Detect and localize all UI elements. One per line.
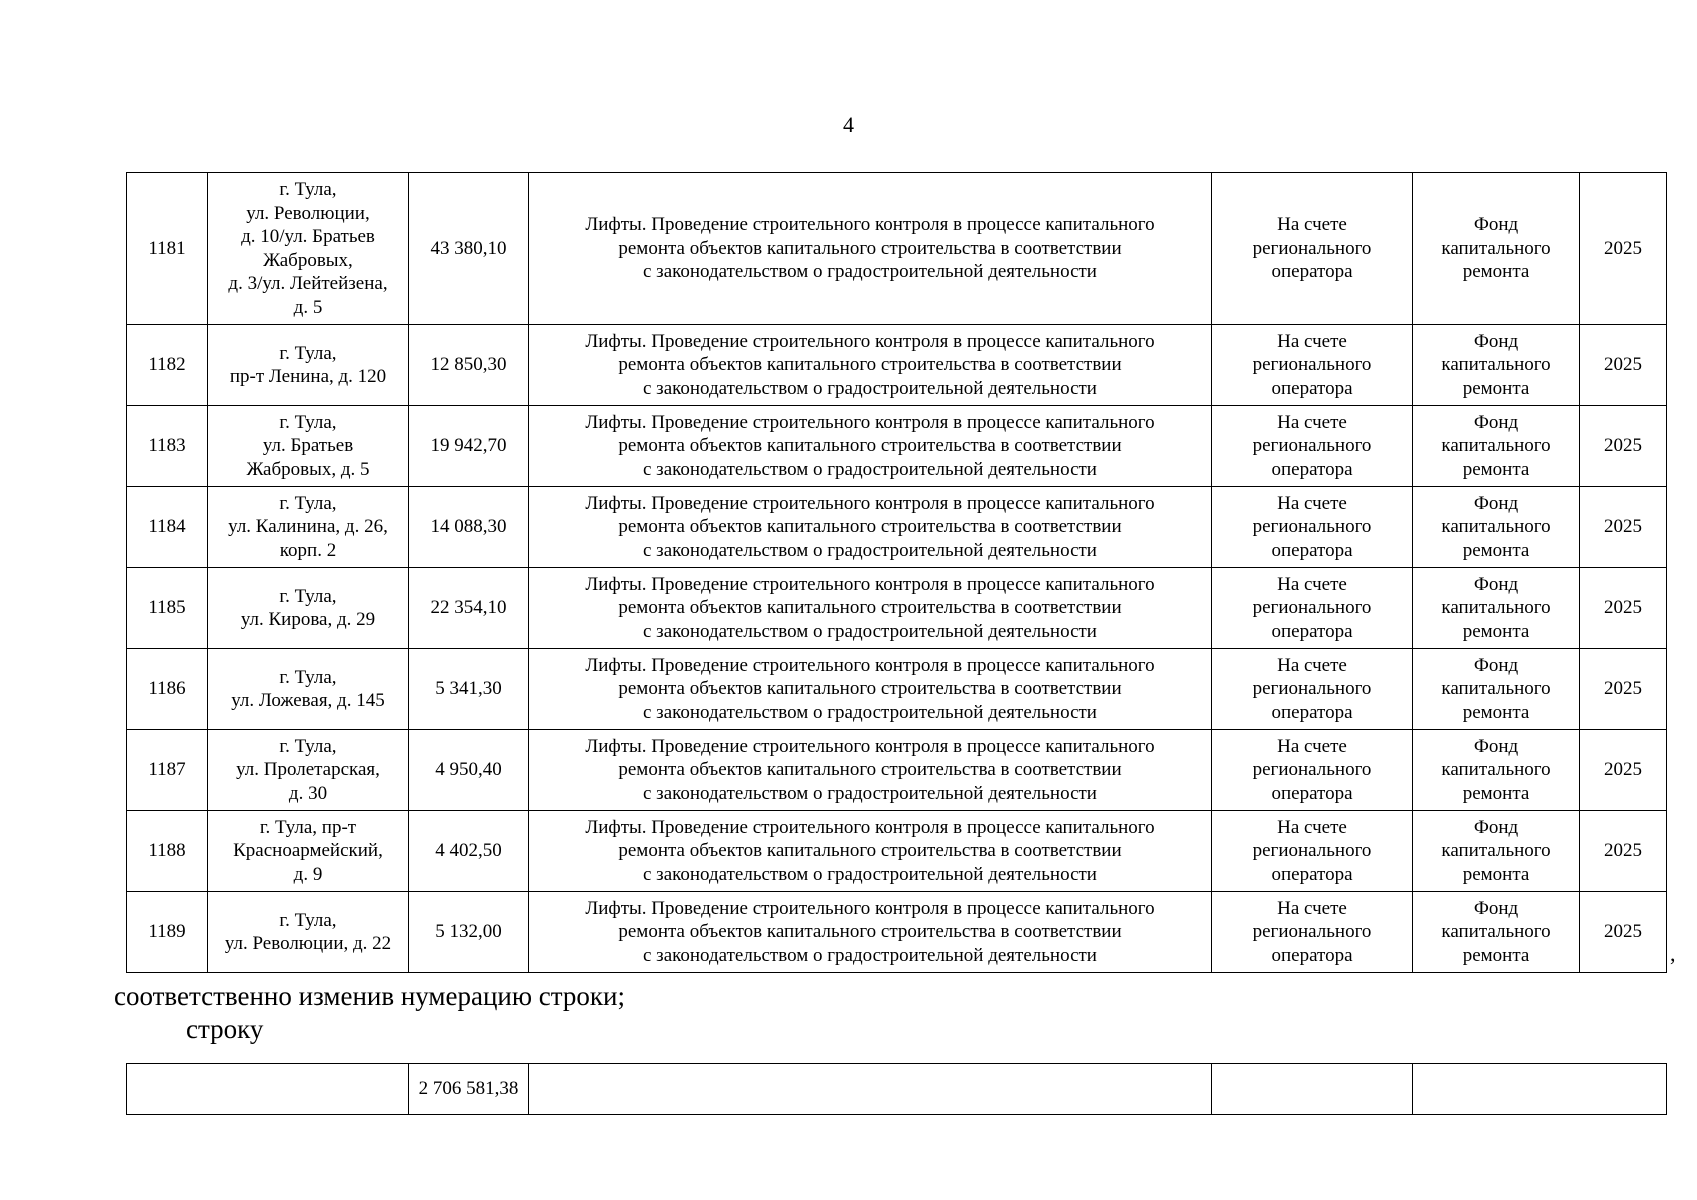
address-cell: г. Тула, ул. Братьев Жабровых, д. 5 (208, 406, 409, 487)
trailing-comma: , (1670, 941, 1676, 966)
cost-cell: 4 950,40 (409, 730, 529, 811)
year-cell: 2025 (1580, 406, 1667, 487)
cost-cell: 14 088,30 (409, 487, 529, 568)
row-number: 1185 (127, 568, 208, 649)
table-row (127, 568, 1667, 649)
row-number: 1186 (127, 649, 208, 730)
cost-cell: 19 942,70 (409, 406, 529, 487)
page-number: 4 (843, 112, 854, 137)
row-number: 1183 (127, 406, 208, 487)
table-row (127, 487, 1667, 568)
table-row (127, 892, 1667, 973)
row-number: 1181 (127, 173, 208, 325)
funding-source-cell: Фонд капитального ремонта (1413, 173, 1580, 325)
address-cell: г. Тула, ул. Кирова, д. 29 (208, 568, 409, 649)
address-cell: г. Тула, ул. Ложевая, д. 145 (208, 649, 409, 730)
row-number: 1189 (127, 892, 208, 973)
address-cell: г. Тула, пр-т Красноармейский, д. 9 (208, 811, 409, 892)
account-cell: На счете регионального оператора (1212, 325, 1413, 406)
cost-cell: 4 402,50 (409, 811, 529, 892)
year-cell: 2025 (1580, 487, 1667, 568)
funding-source-cell: Фонд капитального ремонта (1413, 406, 1580, 487)
year-cell: 2025 (1580, 811, 1667, 892)
cost-cell: 5 132,00 (409, 892, 529, 973)
funding-source-cell: Фонд капитального ремонта (1413, 325, 1580, 406)
cost-cell: 5 341,30 (409, 649, 529, 730)
account-cell: На счете регионального оператора (1212, 568, 1413, 649)
works-table (126, 172, 1667, 973)
address-cell: г. Тула, ул. Революции, д. 22 (208, 892, 409, 973)
work-description-cell: Лифты. Проведение строительного контроля в процессе капитального ремонта объектов капитального строительства в соответствии с законодательством о градостроительной деятельности (529, 487, 1212, 568)
work-description-cell: Лифты. Проведение строительного контроля в процессе капитального ремонта объектов капитального строительства в соответствии с законодательством о градостроительной деятельности (529, 811, 1212, 892)
empty-cell (1212, 1064, 1413, 1115)
work-description-cell: Лифты. Проведение строительного контроля в процессе капитального ремонта объектов капитального строительства в соответствии с законодательством о градостроительной деятельности (529, 568, 1212, 649)
funding-source-cell: Фонд капитального ремонта (1413, 649, 1580, 730)
body-text-line: строку (186, 1014, 264, 1044)
address-cell: г. Тула, ул. Калинина, д. 26, корп. 2 (208, 487, 409, 568)
total-row (127, 1064, 1667, 1115)
empty-cell (529, 1064, 1212, 1115)
cost-cell: 22 354,10 (409, 568, 529, 649)
funding-source-cell: Фонд капитального ремонта (1413, 487, 1580, 568)
account-cell: На счете регионального оператора (1212, 811, 1413, 892)
cost-cell: 12 850,30 (409, 325, 529, 406)
year-cell: 2025 (1580, 649, 1667, 730)
work-description-cell: Лифты. Проведение строительного контроля в процессе капитального ремонта объектов капитального строительства в соответствии с законодательством о градостроительной деятельности (529, 649, 1212, 730)
year-cell: 2025 (1580, 892, 1667, 973)
table-row (127, 325, 1667, 406)
row-number: 1188 (127, 811, 208, 892)
work-description-cell: Лифты. Проведение строительного контроля в процессе капитального ремонта объектов капитального строительства в соответствии с законодательством о градостроительной деятельности (529, 892, 1212, 973)
funding-source-cell: Фонд капитального ремонта (1413, 892, 1580, 973)
address-cell: г. Тула, пр-т Ленина, д. 120 (208, 325, 409, 406)
total-row-table (126, 1063, 1667, 1115)
table-row (127, 173, 1667, 325)
funding-source-cell: Фонд капитального ремонта (1413, 568, 1580, 649)
row-number: 1187 (127, 730, 208, 811)
row-number: 1184 (127, 487, 208, 568)
work-description-cell: Лифты. Проведение строительного контроля в процессе капитального ремонта объектов капитального строительства в соответствии с законодательством о градостроительной деятельности (529, 325, 1212, 406)
account-cell: На счете регионального оператора (1212, 649, 1413, 730)
work-description-cell: Лифты. Проведение строительного контроля в процессе капитального ремонта объектов капитального строительства в соответствии с законодательством о градостроительной деятельности (529, 406, 1212, 487)
address-cell: г. Тула, ул. Пролетарская, д. 30 (208, 730, 409, 811)
funding-source-cell: Фонд капитального ремонта (1413, 730, 1580, 811)
empty-cell (127, 1064, 409, 1115)
table-row (127, 649, 1667, 730)
cost-cell: 43 380,10 (409, 173, 529, 325)
year-cell: 2025 (1580, 173, 1667, 325)
account-cell: На счете регионального оператора (1212, 406, 1413, 487)
row-number: 1182 (127, 325, 208, 406)
table-row (127, 730, 1667, 811)
year-cell: 2025 (1580, 568, 1667, 649)
account-cell: На счете регионального оператора (1212, 892, 1413, 973)
table-row (127, 406, 1667, 487)
work-description-cell: Лифты. Проведение строительного контроля в процессе капитального ремонта объектов капитального строительства в соответствии с законодательством о градостроительной деятельности (529, 173, 1212, 325)
funding-source-cell: Фонд капитального ремонта (1413, 811, 1580, 892)
account-cell: На счете регионального оператора (1212, 487, 1413, 568)
table-row (127, 811, 1667, 892)
empty-cell (1413, 1064, 1667, 1115)
account-cell: На счете регионального оператора (1212, 173, 1413, 325)
total-cost-cell: 2 706 581,38 (409, 1064, 529, 1115)
year-cell: 2025 (1580, 325, 1667, 406)
account-cell: На счете регионального оператора (1212, 730, 1413, 811)
address-cell: г. Тула, ул. Революции, д. 10/ул. Братьев Жабровых, д. 3/ул. Лейтейзена, д. 5 (208, 173, 409, 325)
year-cell: 2025 (1580, 730, 1667, 811)
work-description-cell: Лифты. Проведение строительного контроля в процессе капитального ремонта объектов капитального строительства в соответствии с законодательством о градостроительной деятельности (529, 730, 1212, 811)
body-text-line: соответственно изменив нумерацию строки; (114, 981, 625, 1011)
